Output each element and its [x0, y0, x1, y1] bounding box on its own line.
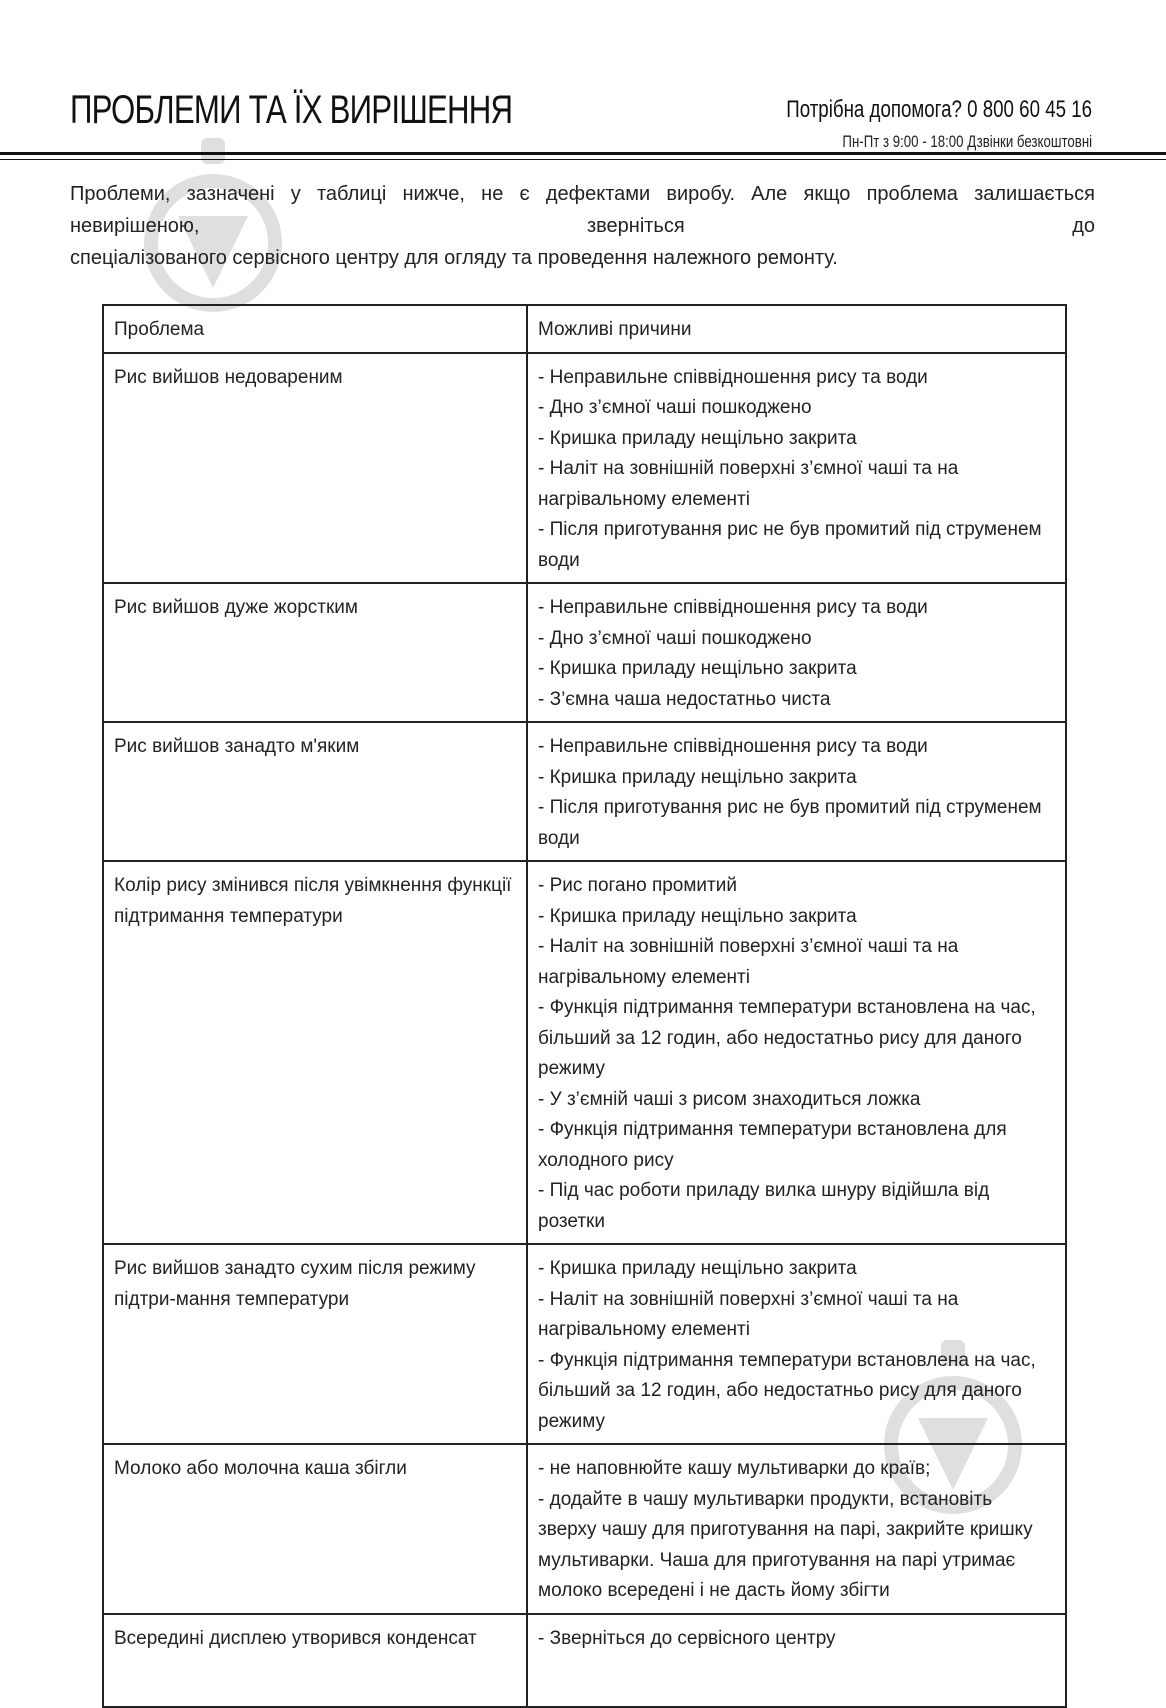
cause-item: - Дно з’ємної чаші пошкоджено	[538, 397, 812, 418]
table-row	[103, 1614, 1066, 1707]
causes-cell	[527, 1244, 1066, 1444]
cause-item: - Неправильне співвідношення рису та води	[538, 736, 928, 757]
cause-item: - Наліт на зовнішній поверхні з’ємної чаші та на нагрівальному елементі	[538, 458, 959, 510]
cause-item: - Наліт на зовнішній поверхні з’ємної чаші та на нагрівальному елементі	[538, 1288, 959, 1340]
cause-item: - додайте в чашу мультиварки продукти, встановіть зверху чашу для приготування на парі, закрийте кришку мультиварки. Чаша для приготування на парі утримає молоко всередені і не дасть йому збігти	[538, 1488, 1033, 1601]
cause-item: - Наліт на зовнішній поверхні з’ємної чаші та на нагрівальному елементі	[538, 936, 959, 988]
cause-item: - Рис погано промитий	[538, 875, 737, 896]
cause-item: - Кришка приладу нещільно закрита	[538, 905, 857, 927]
causes-cell	[527, 722, 1066, 861]
column-header-problem: Проблема	[103, 305, 527, 353]
table-row	[103, 583, 1066, 722]
problem-cell: Рис вийшов недовареним	[103, 353, 527, 584]
cause-item: - Зверніться до сервісного центру	[538, 1627, 836, 1649]
table-row	[103, 1244, 1066, 1444]
cause-item: - З’ємна чаша недостатньо чиста	[538, 688, 831, 710]
table-header-row	[103, 305, 1066, 353]
cause-item: - У з’ємній чаші з рисом знаходиться ложка	[538, 1088, 921, 1110]
causes-cell	[527, 861, 1066, 1244]
page-title: ПРОБЛЕМИ ТА ЇХ ВИРІШЕННЯ	[70, 88, 513, 132]
header-divider	[0, 152, 1166, 155]
table-row	[103, 1444, 1066, 1614]
causes-cell	[527, 1444, 1066, 1614]
problem-cell: Рис вийшов дуже жорстким	[103, 583, 527, 722]
cause-item: - Функція підтримання температури встановлена на час, більший за 12 годин, або недостатньо рису для даного режиму	[538, 1349, 1036, 1432]
problem-cell: Рис вийшов занадто сухим після режиму підтри-мання температури	[103, 1244, 527, 1444]
cause-item: - Кришка приладу нещільно закрита	[538, 766, 857, 788]
help-contact	[700, 96, 1092, 124]
problem-cell: Молоко або молочна каша збігли	[103, 1444, 527, 1614]
cause-item: - Неправильне співвідношення рису та води	[538, 366, 928, 388]
help-phone-text[interactable]: Потрібна допомога? 0 800 60 45 16	[786, 96, 1092, 123]
cause-item: - Кришка приладу нещільно закрита	[538, 658, 857, 679]
table-row	[103, 722, 1066, 861]
header-divider-thin	[0, 159, 1166, 160]
cause-item: - Після приготування рис не був промитий під струменем води	[538, 519, 1042, 571]
column-header-causes: Можливі причини	[527, 305, 1066, 353]
cause-item: - Кришка приладу нещільно закрита	[538, 1258, 857, 1279]
cause-item: - Неправильне співвідношення рису та води	[538, 597, 928, 618]
problem-cell: Колір рису змінився після увімкнення функції підтримання температури	[103, 861, 527, 1244]
problem-cell: Рис вийшов занадто м'яким	[103, 722, 527, 861]
table-row	[103, 353, 1066, 584]
table-row	[103, 861, 1066, 1244]
cause-item: - не наповнюйте кашу мультиварки до країв;	[538, 1458, 931, 1479]
cause-item: - Дно з’ємної чаші пошкоджено	[538, 627, 812, 649]
causes-cell	[527, 1614, 1066, 1707]
causes-cell	[527, 353, 1066, 584]
cause-item: - Після приготування рис не був промитий під струменем води	[538, 797, 1042, 849]
cause-item: - Функція підтримання температури встановлена для холодного рису	[538, 1119, 1007, 1171]
causes-cell	[527, 583, 1066, 722]
troubleshooting-table	[102, 304, 1067, 1708]
cause-item: - Під час роботи приладу вилка шнуру відійшла від розетки	[538, 1180, 990, 1232]
intro-paragraph	[70, 178, 1095, 274]
support-hours: Пн-Пт з 9:00 - 18:00 Дзвінки безкоштовні	[842, 132, 1092, 151]
cause-item: - Кришка приладу нещільно закрита	[538, 427, 857, 449]
problem-cell: Всередині дисплею утворився конденсат	[103, 1614, 527, 1707]
cause-item: - Функція підтримання температури встановлена на час, більший за 12 годин, або недостатньо рису для даного режиму	[538, 997, 1036, 1079]
intro-line: Проблеми, зазначені у таблиці нижче, не є дефектами виробу. Але якщо проблема залишається невирішеною, зверніться до	[70, 183, 1095, 237]
intro-line: спеціалізованого сервісного центру для огляду та проведення належного ремонту.	[70, 247, 838, 269]
